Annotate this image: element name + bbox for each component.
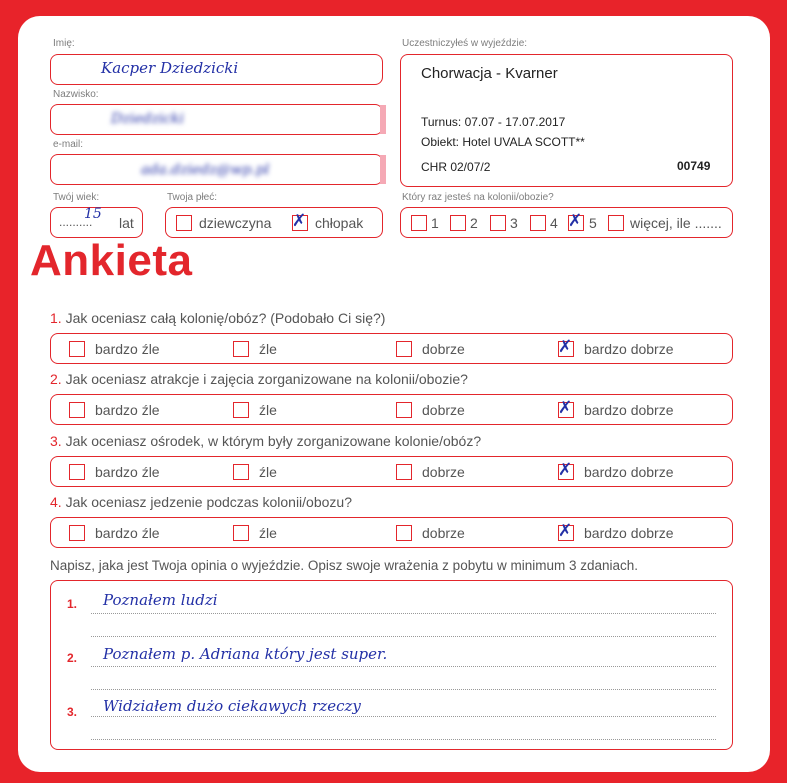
email-field[interactable] — [50, 154, 383, 185]
name-value: Kacper Dziedzicki — [101, 59, 239, 77]
question-number: 3. — [50, 433, 62, 449]
rating-option-label: bardzo dobrze — [584, 464, 674, 480]
rating-option-label: bardzo źle — [95, 464, 160, 480]
trip-box — [400, 54, 733, 187]
question-text — [50, 310, 385, 326]
check-mark-icon: ✗ — [558, 521, 573, 541]
answer-text: Widziałem dużo ciekawych rzeczy — [103, 697, 361, 715]
opinion-box[interactable] — [50, 580, 733, 750]
times-checkbox-5[interactable] — [568, 211, 584, 231]
times-option-more: więcej, ile ....... — [630, 215, 722, 231]
writing-line — [91, 636, 716, 637]
rating-checkbox[interactable] — [396, 525, 412, 541]
gender-option-girl: dziewczyna — [199, 215, 272, 231]
rating-checkbox[interactable] — [69, 525, 85, 541]
times-option-3: 3 — [510, 215, 518, 231]
rating-option-label: dobrze — [422, 464, 465, 480]
answer-text: Poznałem p. Adriana który jest super. — [103, 645, 388, 663]
question-text — [50, 371, 468, 387]
times-checkbox-4[interactable] — [530, 215, 546, 231]
writing-line — [91, 689, 716, 690]
writing-line — [91, 716, 716, 717]
check-mark-icon: ✗ — [568, 211, 583, 231]
gender-checkbox-girl[interactable] — [176, 215, 192, 231]
surname-value: Dziedzicki — [111, 111, 184, 127]
trip-turnus: Turnus: 07.07 - 17.07.2017 — [421, 115, 566, 129]
question-text — [50, 433, 481, 449]
times-checkbox-1[interactable] — [411, 215, 427, 231]
rating-checkbox[interactable] — [233, 402, 249, 418]
age-field[interactable] — [50, 207, 143, 238]
gender-checkbox-boy[interactable] — [292, 211, 308, 231]
answer-number: 1. — [67, 597, 78, 611]
rating-checkbox[interactable] — [558, 521, 574, 541]
rating-checkbox[interactable] — [396, 402, 412, 418]
times-checkbox-more[interactable] — [608, 215, 624, 231]
rating-option-label: bardzo źle — [95, 341, 160, 357]
surname-field[interactable] — [50, 104, 383, 135]
rating-option-label: źle — [259, 341, 277, 357]
age-label: Twój wiek: — [53, 192, 100, 203]
question-number: 1. — [50, 310, 62, 326]
rating-option-label: bardzo źle — [95, 402, 160, 418]
rating-row — [50, 517, 733, 548]
trip-title: Chorwacja - Kvarner — [421, 65, 558, 82]
trip-label: Uczestniczyłeś w wyjeździe: — [402, 38, 528, 49]
check-mark-icon: ✗ — [292, 211, 307, 231]
gender-label: Twoja płeć: — [167, 192, 218, 203]
times-label: Który raz jesteś na kolonii/obozie? — [402, 192, 554, 203]
rating-row — [50, 394, 733, 425]
rating-checkbox[interactable] — [233, 525, 249, 541]
rating-option-label: dobrze — [422, 341, 465, 357]
check-mark-icon: ✗ — [558, 398, 573, 418]
writing-line — [91, 613, 716, 614]
question-number: 2. — [50, 371, 62, 387]
answer-text: Poznałem ludzi — [103, 591, 218, 609]
rating-option-label: bardzo źle — [95, 525, 160, 541]
rating-checkbox[interactable] — [233, 464, 249, 480]
check-mark-icon: ✗ — [558, 337, 573, 357]
opinion-prompt: Napisz, jaka jest Twoja opinia o wyjeździe. Opisz swoje wrażenia z pobytu w minimum 3 zdaniach. — [50, 558, 639, 573]
rating-checkbox[interactable] — [558, 460, 574, 480]
gender-field — [165, 207, 383, 238]
times-option-5: 5 — [589, 215, 597, 231]
times-field — [400, 207, 733, 238]
surname-label: Nazwisko: — [53, 89, 99, 100]
times-checkbox-3[interactable] — [490, 215, 506, 231]
name-field[interactable] — [50, 54, 383, 85]
times-option-4: 4 — [550, 215, 558, 231]
email-label: e-mail: — [53, 139, 84, 150]
rating-option-label: źle — [259, 525, 277, 541]
email-value: ada.dziedz@wp.pl — [141, 162, 270, 178]
rating-checkbox[interactable] — [69, 464, 85, 480]
question-label: Jak oceniasz ośrodek, w którym były zorganizowane kolonie/obóz? — [65, 433, 482, 449]
rating-checkbox[interactable] — [396, 341, 412, 357]
trip-code: CHR 02/07/2 — [421, 160, 491, 174]
trip-number: 00749 — [677, 159, 711, 173]
times-option-1: 1 — [431, 215, 439, 231]
times-option-2: 2 — [470, 215, 478, 231]
answer-number: 2. — [67, 651, 78, 665]
check-mark-icon: ✗ — [558, 460, 573, 480]
question-label: Jak oceniasz jedzenie podczas kolonii/obozu? — [65, 494, 352, 510]
rating-row — [50, 333, 733, 364]
question-label: Jak oceniasz całą kolonię/obóz? (Podobało Ci się?) — [65, 310, 386, 326]
rating-checkbox[interactable] — [69, 341, 85, 357]
survey-title: Ankieta — [30, 236, 193, 285]
rating-checkbox[interactable] — [558, 398, 574, 418]
rating-option-label: dobrze — [422, 402, 465, 418]
rating-option-label: źle — [259, 464, 277, 480]
rating-checkbox[interactable] — [558, 337, 574, 357]
trip-hotel: Obiekt: Hotel UVALA SCOTT** — [421, 135, 585, 149]
rating-option-label: dobrze — [422, 525, 465, 541]
writing-line — [91, 739, 716, 740]
question-number: 4. — [50, 494, 62, 510]
question-text — [50, 494, 352, 510]
redaction-mark — [380, 105, 386, 134]
name-label: Imię: — [53, 38, 75, 49]
age-prefix: .......... — [59, 215, 93, 229]
rating-option-label: bardzo dobrze — [584, 341, 674, 357]
age-suffix: lat — [119, 215, 134, 231]
answer-number: 3. — [67, 705, 78, 719]
rating-option-label: bardzo dobrze — [584, 402, 674, 418]
age-value: 15 — [84, 206, 102, 222]
rating-row — [50, 456, 733, 487]
rating-option-label: bardzo dobrze — [584, 525, 674, 541]
rating-option-label: źle — [259, 402, 277, 418]
rating-checkbox[interactable] — [69, 402, 85, 418]
question-label: Jak oceniasz atrakcje i zajęcia zorganizowane na kolonii/obozie? — [65, 371, 468, 387]
rating-checkbox[interactable] — [233, 341, 249, 357]
redaction-mark — [380, 155, 386, 184]
writing-line — [91, 666, 716, 667]
gender-option-boy: chłopak — [315, 215, 364, 231]
times-checkbox-2[interactable] — [450, 215, 466, 231]
rating-checkbox[interactable] — [396, 464, 412, 480]
